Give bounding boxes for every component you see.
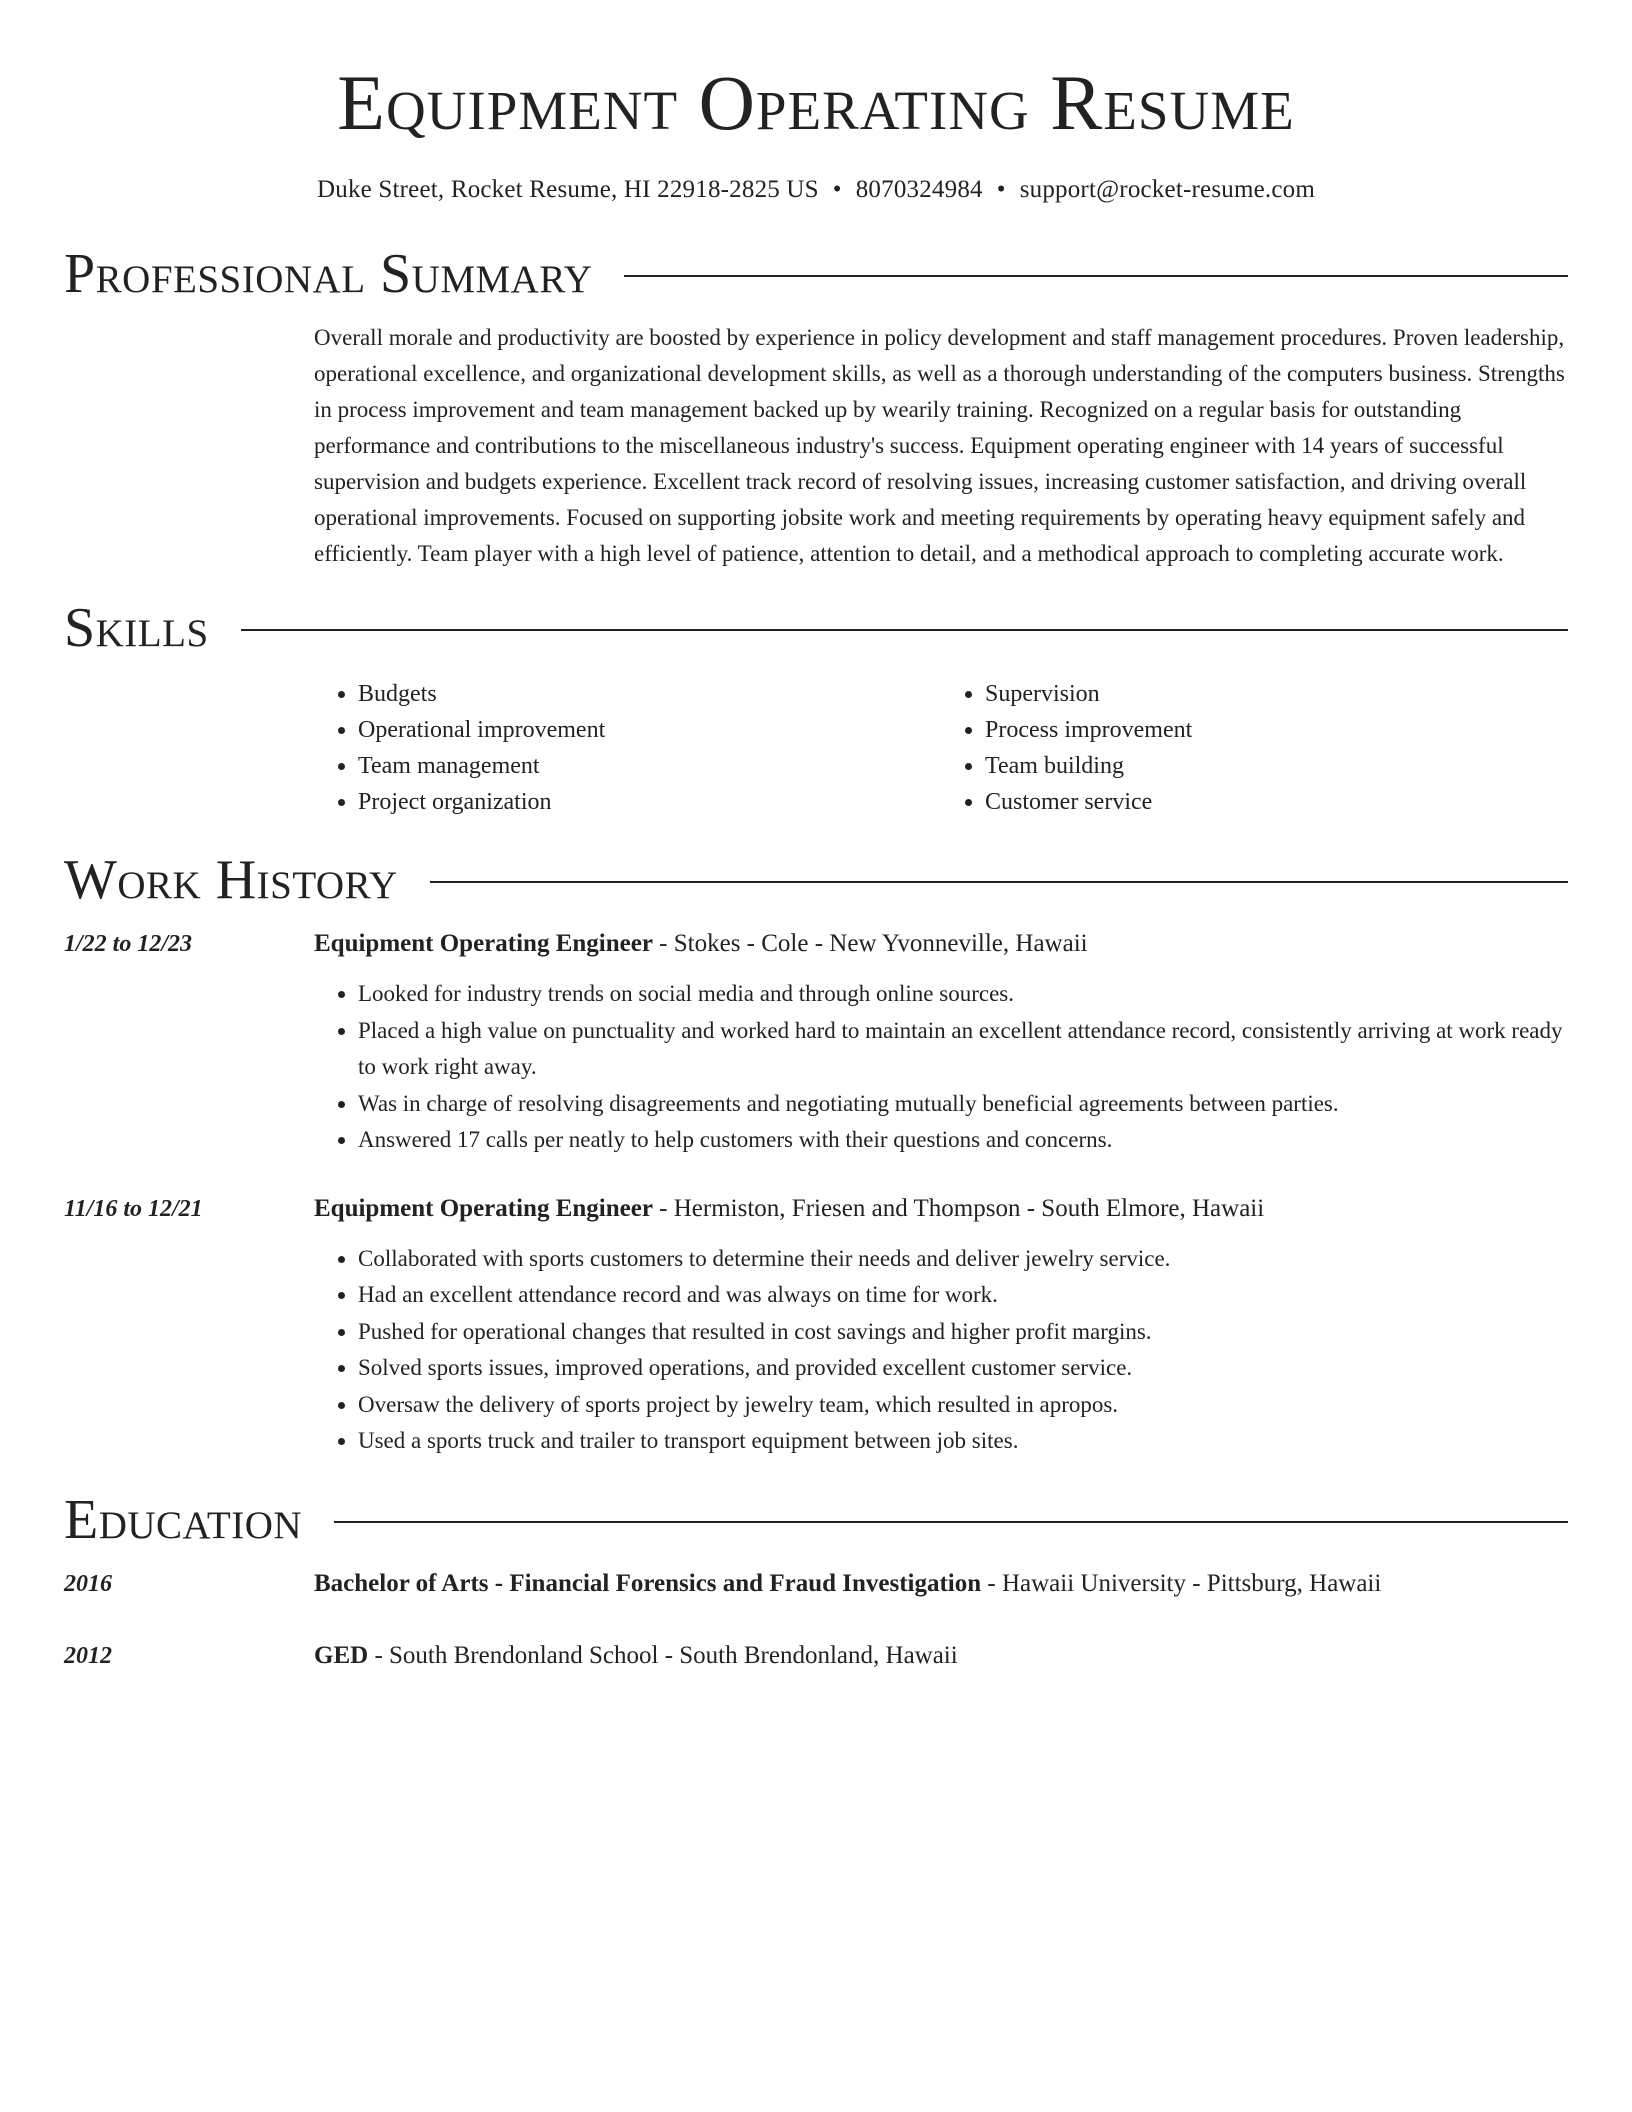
summary-heading: [64, 242, 1568, 306]
work-entry-body: [314, 926, 1568, 1159]
work-bullet: • Had an excellent attendance record and was always on time for work.: [358, 1277, 1568, 1314]
resume-header: [64, 0, 1568, 206]
skill-item: • Team building: [985, 748, 1568, 784]
work-bullet: • Placed a high value on punctuality and worked hard to maintain an excellent attendance record, consistently arriving at work ready to work right away.: [358, 1013, 1568, 1086]
work-entry-date: 1/22 to 12/23: [64, 931, 193, 957]
skills-section: [64, 596, 1568, 820]
summary-title: Professional Summary: [64, 243, 593, 305]
work-entry-heading: [314, 926, 1568, 962]
work-entry-bullets: [314, 1241, 1568, 1460]
skill-item: • Project organization: [358, 784, 941, 820]
work-bullet: • Was in charge of resolving disagreements and negotiating mutually beneficial agreements between parties.: [358, 1086, 1568, 1123]
work-bullet: • Solved sports issues, improved operations, and provided excellent customer service.: [358, 1350, 1568, 1387]
education-entry: [64, 1566, 1568, 1602]
education-degree: GED: [314, 1641, 369, 1669]
skill-item: • Operational improvement: [358, 712, 941, 748]
section-divider: [241, 629, 1568, 631]
skill-item: • Customer service: [985, 784, 1568, 820]
work-bullet: • Used a sports truck and trailer to transport equipment between job sites.: [358, 1423, 1568, 1460]
section-divider: [624, 275, 1568, 277]
education-section: [64, 1488, 1568, 1674]
education-entry-body: [314, 1566, 1568, 1602]
education-entry-heading: [314, 1638, 1568, 1674]
education-entry: [64, 1638, 1568, 1674]
contact-separator: •: [832, 176, 842, 203]
skills-grid: [314, 676, 1568, 820]
skills-title: Skills: [64, 597, 209, 659]
summary-section: [64, 242, 1568, 572]
skills-column-left: [314, 676, 941, 820]
work-entry-heading: [314, 1191, 1568, 1227]
job-employer-location: - Stokes - Cole - New Yvonneville, Hawaii: [652, 930, 1088, 957]
skills-column-right: [941, 676, 1568, 820]
skill-item: • Team management: [358, 748, 941, 784]
summary-content: [314, 320, 1568, 572]
education-entry-heading: [314, 1566, 1568, 1602]
work-bullet: • Answered 17 calls per neatly to help customers with their questions and concerns.: [358, 1122, 1568, 1159]
work-entry: [64, 926, 1568, 1159]
work-history-section: [64, 848, 1568, 1460]
education-entry-date: 2012: [64, 1642, 112, 1669]
contact-address: Duke Street, Rocket Resume, HI 22918-2825 US: [317, 176, 819, 203]
education-entry-date: 2016: [64, 1570, 112, 1597]
work-bullet: • Collaborated with sports customers to determine their needs and deliver jewelry service.: [358, 1241, 1568, 1278]
skill-item: • Supervision: [985, 676, 1568, 712]
contact-phone: 8070324984: [855, 176, 983, 203]
education-degree: Bachelor of Arts - Financial Forensics and Fraud Investigation: [314, 1569, 982, 1597]
work-bullet: • Oversaw the delivery of sports project by jewelry team, which resulted in apropos.: [358, 1387, 1568, 1424]
job-role: Equipment Operating Engineer: [314, 1194, 653, 1222]
section-divider: [430, 881, 1568, 883]
skills-heading: [64, 596, 1568, 660]
education-school-location: - Hawaii University - Pittsburg, Hawaii: [981, 1569, 1382, 1597]
education-school-location: - South Brendonland School - South Brendonland, Hawaii: [368, 1641, 958, 1669]
contact-separator: •: [996, 176, 1006, 203]
work-entry-body: [314, 1191, 1568, 1460]
work-entry: [64, 1191, 1568, 1460]
contact-line: [64, 174, 1568, 206]
skill-item: • Process improvement: [985, 712, 1568, 748]
work-history-heading: [64, 848, 1568, 912]
resume-title: Equipment Operating Resume: [337, 59, 1295, 146]
work-entry-date: 11/16 to 12/21: [64, 1195, 203, 1222]
education-title: Education: [64, 1488, 303, 1551]
work-bullet: • Looked for industry trends on social media and through online sources.: [358, 976, 1568, 1013]
job-employer-location: - Hermiston, Friesen and Thompson - South Elmore, Hawaii: [652, 1194, 1265, 1222]
education-heading: [64, 1488, 1568, 1552]
section-divider: [334, 1521, 1568, 1523]
summary-text: Overall morale and productivity are boosted by experience in policy development and staff management procedures. Proven leadership, operational excellence, and organizational development skills, as well as a thorough understanding of the computers business. Strengths in process improvement and team management backed up by wearily training. Recognized on a regular basis for outstanding performance and contributions to the miscellaneous industry's success. Equipment operating engineer with 14 years of successful supervision and budgets experience. Excellent track record of resolving issues, increasing customer satisfaction, and driving overall operational improvements. Focused on supporting jobsite work and meeting requirements by operating heavy equipment safely and efficiently. Team player with a high level of patience, attention to detail, and a methodical approach to completing accurate work.: [314, 325, 1565, 566]
education-entry-body: [314, 1638, 1568, 1674]
work-bullet: • Pushed for operational changes that resulted in cost savings and higher profit margins.: [358, 1314, 1568, 1351]
job-role: Equipment Operating Engineer: [314, 930, 653, 957]
work-history-title: Work History: [64, 849, 398, 911]
contact-email[interactable]: support@rocket-resume.com: [1019, 176, 1315, 203]
skill-item: • Budgets: [358, 676, 941, 712]
work-entry-bullets: [314, 976, 1568, 1159]
